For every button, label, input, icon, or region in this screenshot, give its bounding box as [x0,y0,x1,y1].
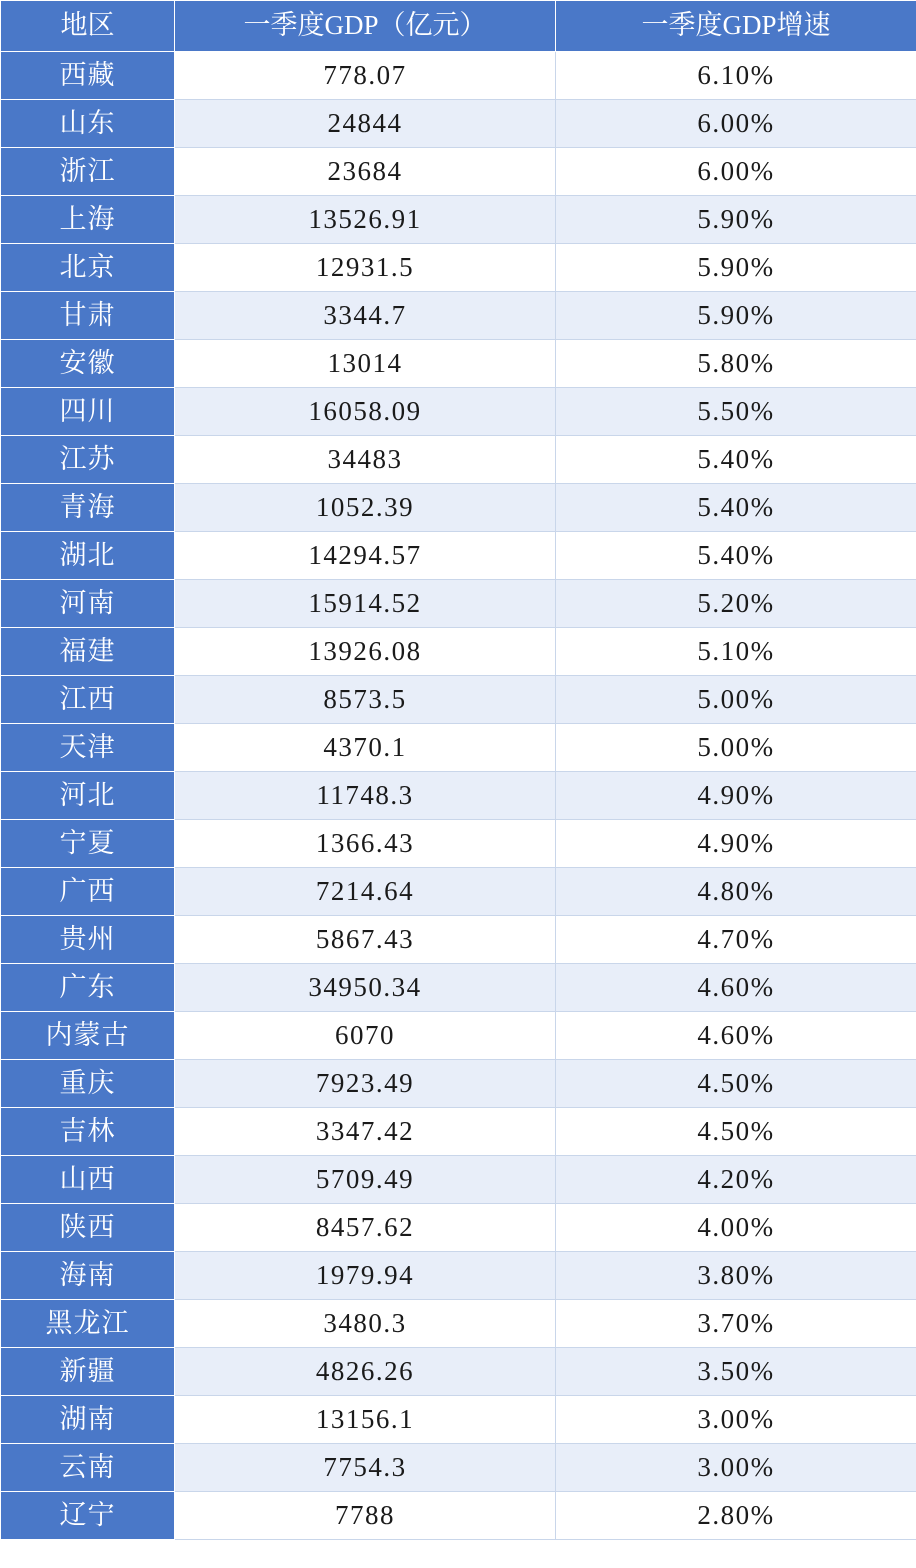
cell-gdp: 24844 [175,100,556,148]
cell-growth: 4.80% [556,868,916,916]
table-row [1,244,916,292]
cell-region: 湖北 [1,532,175,580]
cell-gdp: 4370.1 [175,724,556,772]
cell-gdp: 7754.3 [175,1444,556,1492]
cell-region: 上海 [1,196,175,244]
cell-region: 西藏 [1,52,175,100]
cell-region: 湖南 [1,1396,175,1444]
table-row [1,1156,916,1204]
column-header-region: 地区 [1,1,175,52]
table-row [1,1492,916,1540]
table-row [1,580,916,628]
cell-region: 江苏 [1,436,175,484]
cell-growth: 6.00% [556,100,916,148]
table-row [1,676,916,724]
cell-region: 北京 [1,244,175,292]
cell-growth: 5.00% [556,724,916,772]
cell-growth: 3.50% [556,1348,916,1396]
table-row [1,916,916,964]
table-row [1,532,916,580]
cell-region: 四川 [1,388,175,436]
cell-region: 河北 [1,772,175,820]
cell-gdp: 3347.42 [175,1108,556,1156]
cell-growth: 3.00% [556,1444,916,1492]
cell-region: 吉林 [1,1108,175,1156]
cell-region: 内蒙古 [1,1012,175,1060]
cell-gdp: 13926.08 [175,628,556,676]
cell-growth: 3.80% [556,1252,916,1300]
cell-region: 河南 [1,580,175,628]
cell-gdp: 7788 [175,1492,556,1540]
cell-gdp: 3344.7 [175,292,556,340]
cell-growth: 4.90% [556,820,916,868]
table-row [1,1108,916,1156]
cell-region: 贵州 [1,916,175,964]
cell-gdp: 34483 [175,436,556,484]
table-row [1,1252,916,1300]
table-row [1,724,916,772]
cell-growth: 4.60% [556,964,916,1012]
cell-region: 广东 [1,964,175,1012]
cell-region: 新疆 [1,1348,175,1396]
table-row [1,1396,916,1444]
cell-growth: 4.60% [556,1012,916,1060]
cell-gdp: 6070 [175,1012,556,1060]
cell-region: 云南 [1,1444,175,1492]
cell-gdp: 16058.09 [175,388,556,436]
cell-growth: 3.70% [556,1300,916,1348]
cell-gdp: 1052.39 [175,484,556,532]
cell-region: 青海 [1,484,175,532]
table-row [1,628,916,676]
cell-growth: 4.50% [556,1060,916,1108]
cell-region: 海南 [1,1252,175,1300]
cell-region: 宁夏 [1,820,175,868]
cell-gdp: 3480.3 [175,1300,556,1348]
table-row [1,1012,916,1060]
column-header-growth: 一季度GDP增速 [556,1,916,52]
cell-region: 黑龙江 [1,1300,175,1348]
cell-growth: 4.90% [556,772,916,820]
cell-gdp: 5709.49 [175,1156,556,1204]
cell-gdp: 15914.52 [175,580,556,628]
cell-region: 重庆 [1,1060,175,1108]
cell-region: 安徽 [1,340,175,388]
cell-region: 山西 [1,1156,175,1204]
table-body [1,52,916,1540]
cell-gdp: 1366.43 [175,820,556,868]
cell-growth: 6.00% [556,148,916,196]
table-row [1,388,916,436]
cell-growth: 6.10% [556,52,916,100]
cell-gdp: 13156.1 [175,1396,556,1444]
cell-region: 江西 [1,676,175,724]
cell-growth: 5.90% [556,244,916,292]
table-row [1,100,916,148]
table-row [1,340,916,388]
cell-gdp: 778.07 [175,52,556,100]
table-row [1,964,916,1012]
cell-growth: 5.40% [556,436,916,484]
cell-region: 山东 [1,100,175,148]
cell-growth: 5.80% [556,340,916,388]
cell-gdp: 7214.64 [175,868,556,916]
cell-gdp: 8457.62 [175,1204,556,1252]
table-row [1,820,916,868]
cell-region: 甘肃 [1,292,175,340]
cell-gdp: 13014 [175,340,556,388]
table-row [1,52,916,100]
cell-region: 天津 [1,724,175,772]
table-row [1,1060,916,1108]
cell-gdp: 34950.34 [175,964,556,1012]
cell-growth: 5.10% [556,628,916,676]
cell-gdp: 8573.5 [175,676,556,724]
cell-growth: 4.70% [556,916,916,964]
cell-growth: 4.50% [556,1108,916,1156]
column-header-gdp: 一季度GDP（亿元） [175,1,556,52]
table-header [1,1,916,52]
table-row [1,1300,916,1348]
cell-growth: 5.90% [556,196,916,244]
cell-gdp: 11748.3 [175,772,556,820]
cell-gdp: 14294.57 [175,532,556,580]
cell-growth: 3.00% [556,1396,916,1444]
cell-gdp: 7923.49 [175,1060,556,1108]
cell-gdp: 13526.91 [175,196,556,244]
cell-growth: 5.00% [556,676,916,724]
cell-growth: 2.80% [556,1492,916,1540]
cell-region: 福建 [1,628,175,676]
table-row [1,484,916,532]
table-row [1,148,916,196]
cell-region: 辽宁 [1,1492,175,1540]
table-row [1,1348,916,1396]
cell-growth: 4.00% [556,1204,916,1252]
table-row [1,772,916,820]
cell-region: 浙江 [1,148,175,196]
cell-gdp: 5867.43 [175,916,556,964]
cell-growth: 5.20% [556,580,916,628]
cell-gdp: 23684 [175,148,556,196]
table-row [1,292,916,340]
cell-growth: 5.50% [556,388,916,436]
table-row [1,196,916,244]
table-row [1,1204,916,1252]
cell-region: 广西 [1,868,175,916]
cell-gdp: 1979.94 [175,1252,556,1300]
table-row [1,1444,916,1492]
cell-region: 陕西 [1,1204,175,1252]
cell-gdp: 12931.5 [175,244,556,292]
cell-growth: 5.40% [556,532,916,580]
cell-gdp: 4826.26 [175,1348,556,1396]
table-row [1,436,916,484]
table-row [1,868,916,916]
cell-growth: 5.90% [556,292,916,340]
cell-growth: 5.40% [556,484,916,532]
cell-growth: 4.20% [556,1156,916,1204]
table-header-row [1,1,916,52]
